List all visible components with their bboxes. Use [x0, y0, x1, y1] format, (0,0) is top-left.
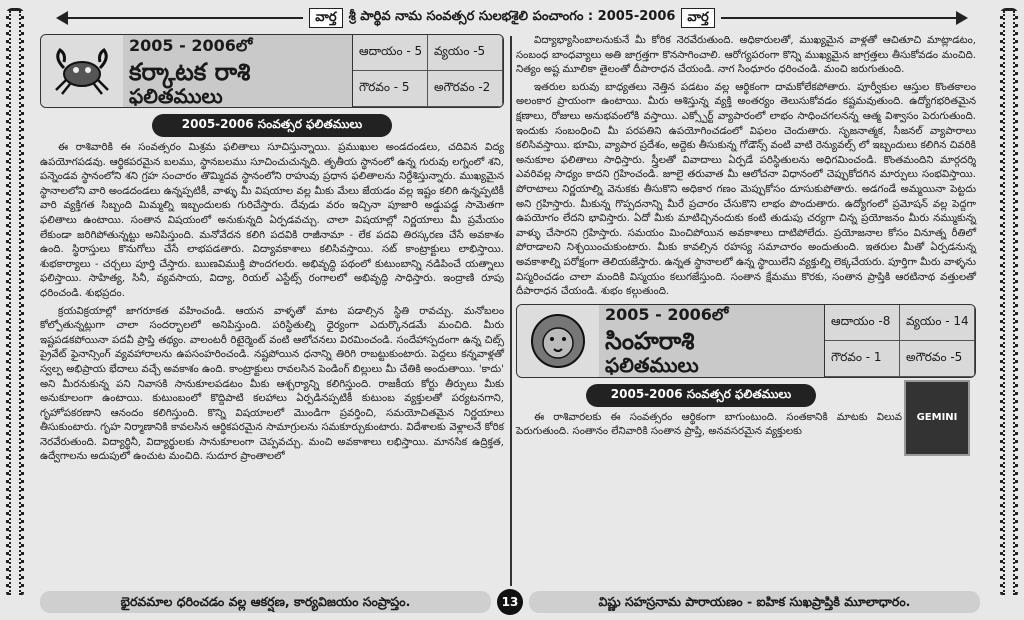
karkataka-continued-paragraph: విద్యాభ్యాసింబాలనుకునే మీ కోరిక నెరవేరుతుంది. అధికారులతో, ముఖ్యమైన వాళ్లతో ఆచితూచి మాట్లాడటం, సంబంధ బాంధవ్యాలు అతి జాగ్రత్తగా కొనసాగించాలి. ఆరోగ్యపరంగా కొన్ని ముఖ్యమైన జాగ్రత్తలు తీసుకోవడం మంచిది. నిత్యం అష్ట మూలికా తైలంతో దీపారాధన చేయండి. నాగ సింధూరం ధరించండి. మంచి జరుగుతుంది.: [516, 35, 976, 76]
avamanam-score: అగౌరవం -2: [428, 71, 503, 107]
lion-icon: [517, 305, 599, 377]
vyayam-score: వ్యయం - 14: [900, 305, 975, 341]
karkataka-paragraph: ఈ రాశివారికి ఈ సంవత్సరం మిశ్రమ ఫలితాలు సూచిస్తున్నాయి. ప్రముఖుల అండదండలు, చదివిన విద్య ఉపయోగపడవు. ఆర్థికపరమైన బలము, స్థానబలము సూచించుచున్నది. తృతీయ స్థానంలో ఉన్న గురువు లగ్నంలో శని, పన్నెండవ స్థానంలోని శని గ్రహ సంచారం తొమ్మిదవ స్థానంలోని రాహువు ప్రధాన ఫలితాలను నిర్దేశిస్తున్నారు. ముఖ్యమైన స్థానాలలోని వారి అండదండలు ఉన్నప్పటికీ, వాళ్ళు మీ విషయాల వల్ల మీకు మేలు జేయడం వల్ల ఇష్టం కలిగి ఉన్నప్పటికీ వారి వ్యక్తిగత సిబ్బంది మిమ్మల్ని ఇబ్బందులకు గురిచేస్తారు. దేవుడు వరం ఇచ్చినా పూజారి అడ్డుపడ్డ సామెతగా ఫలితాలు ఉంటాయి. సంతాన విషయంలో అనుకున్నది ఏర్పడవచ్చు. చాలా విషయాల్లో నిర్ణయాలు మీ ప్రమేయం లేకుండా జరిగిపోతున్నట్టు అనిపిస్తుంది. మనోవేదన కలిగి పదవికి రాజీనామా - లేక పదవి తిరస్కరణ చేసే అవకాశం ఉంది. స్థిరాస్తులు కొనుగోలు చేసే లాభపడతారు. విద్యావకాశాలు కలిసివస్తాయి. సట్ కాంట్రాక్టులు లాభిస్తాయి. శుభకార్యాలు - చర్చలు పూర్తి చేస్తారు. ఋణవిముక్తి పొందగలరు. అభివృద్ధి పథంలో కుటుంబాన్ని నడిపించే యత్నాలు ఫలిస్తాయి. సాహిత్య, సినీ, వ్యవసాయ, విద్యా, రియల్ ఎస్టేట్స్ రంగాలలో అభివృద్ధి సాధిస్తారు. ఇంద్రాణి రూపు ధరించండి. శుభప్రదం.: [40, 142, 504, 299]
arrow-right-icon: [956, 11, 968, 25]
vaartha-logo-left: వార్త: [309, 8, 342, 28]
column-divider: [510, 36, 512, 586]
karkataka-paragraph: క్రయవిక్రయాల్లో జాగరూకత వహించండి. ఆయన వాళ్ళతో మాట పడాల్సిన స్థితి రావచ్చు. మనోబలం కోల్పోతున్నట్లుగా చాలా సందర్భాలలో అనిపిస్తుంది. పరిస్థితుల్ని ధైర్యంగా ఎదుర్కొనడమే మంచిది. మీరు ఇష్టపడకపోయినా పదవీ ప్రాప్తి తథ్యం. వాలంటరీ రిటైర్మెంట్ వంటి ఆలోచనలు విరమించండి. సందేహాస్పదంగా ఉన్న చిట్స్ ప్రైవేట్ ఫైనాన్సింగ్ వ్యవహారాలను ఉపసంహరించండి. నష్టపోయిన ధనాన్ని తిరిగి రాబట్టుకుంటారు. పెద్దలు కన్నవాళ్లతో స్వల్ప అభిప్రాయ భేదాలు వచ్చే అవకాశం ఉంది. కాంట్రాక్టులు రావలసిన పెండింగ్ బిల్లులు మీ చేతికి అందుతాయి. 'కాదు' అని మీరనుకున్న పని నివాసకి సానుకూలపడటం మీకు ఆశ్చర్యాన్ని కలిగిస్తుంది. రాజకీయ కోర్టు తీర్పులు మీకు అనుకూలంగా ఉంటాయి. కుటుంబంలో కొద్దిపాటి కలహాలు ఏర్పడినప్పటికీ కుటుంబ వ్యక్తులతో పర్యటనగాని, గృహోపకరణాని ఆనందం కలిగిస్తుంది. కొన్ని విషయాలలో మొండిగా ప్రవర్తించి, సమయోచితమైన నిర్ణయాలు తీసుకుంటారు. గృహ నిర్మాణానికి కావలసిన ఆర్థికపరమైన సామాగ్రులను సమకూర్చుకుంటారు. విదేశాలకు వెళ్లాలనే కోరిక నెరవేరుతుంది. విద్యార్థినీ, విద్యార్థులకు సానుకూలంగా చెప్పవచ్చు. మంచి అవకాశాలు లభిస్తాయి. మానసిక ఉద్రిక్తత, ఉద్వేగాలను అదుపులో ఉంచుట మంచిది. సుదూర ప్రాంతాలలో: [40, 305, 504, 463]
avamanam-score: అగౌరవం -5: [900, 341, 975, 377]
simha-year: 2005 - 2006లో: [605, 305, 729, 325]
gouravam-score: గౌరవం - 5: [353, 71, 428, 107]
karkataka-title-box: [40, 34, 504, 108]
aadayam-score: ఆదాయం -8: [825, 305, 900, 341]
page-number: 13: [497, 589, 523, 615]
vaartha-logo-right: వార్త: [681, 8, 714, 28]
simha-title-box: [516, 304, 976, 378]
left-decorative-border: [6, 8, 24, 598]
gemini-product-ad: [904, 380, 970, 456]
arrow-left-icon: [56, 11, 68, 25]
page-header: [60, 6, 964, 30]
vyayam-score: వ్యయం -5: [428, 35, 503, 71]
page-footer: [40, 590, 980, 614]
simha-banner: 2005-2006 సంవత్సర ఫలితములు: [586, 384, 816, 407]
right-column: [516, 34, 976, 443]
simha-scores: [824, 305, 975, 377]
karkataka-banner: 2005-2006 సంవత్సర ఫలితములు: [152, 114, 392, 137]
gemini-label: GEMINI: [916, 412, 958, 424]
left-column: [40, 34, 504, 468]
karkataka-year: 2005 - 2006లో: [129, 35, 253, 55]
karkataka-continued-paragraph: ఇతరుల బరువు బాధ్యతలు నెత్తిన పడటం వల్ల ఆర్థికంగా దామకోలేకపోతారు. పూర్వీకుల ఆస్తుల కొంతకాలం అలంకార ప్రాయంగా ఉంటాయి. మీరు ఆశిస్తున్న వ్యక్తి అంతర్యం తెలుసుకోవడం కష్టమవుతుంది. ఉద్యోగభరితమైన క్షణాలు, రోజులు అనుభవంలోకి వస్తాయి. ఎక్స్పోర్ట్ వ్యాపారంలో లాభం సాధించగలనన్న ఆత్మ విశ్వాసం పెరుగుతుంది. ఇందుకు సంబంధించి మీ పరపతిని ఉపయోగించడంలో విఫలం చెందుతారు. సృజనాత్మక, సీజనల్ వ్యాపారాలు కలిసివస్తాయి. భూమి, వ్యాపార ప్రదేశం, అద్దెకు తీసుకున్న గోడౌన్స్ వంటి వాటి రెన్యువల్స్ లో ఇబ్బందులు కలిగిన చివరికి అనుకూల ఫలితాలు సాధిస్తారు. స్త్రీలతో వివాదాలు ఏర్పడే పరిస్థితులను అధిగమించండి. కొంతమందిని మార్గదర్శి ఎవరివల్ల సాధ్యం కాదని గ్రహించండి. జూలై తరువాత మీ ఆలోచనా విధానంలో చెప్పుకోదగిన మార్పులు సంభవిస్తాయి. పోరాటాలు నిర్ణయాల్ని వెనుకకు తీసుకొని అధికార గణం మెప్పుకోసం దూసుకుపోతారు. అడగండే అమ్మయినా పెట్టదు అని గ్రహిస్తారు. మీకున్న గొప్పదనాన్ని మీరే ప్రచారం చేసుకొని లాభం పొందుతారు. ఉద్యోగంలో ప్రమోషన్ వల్ల పెద్దగా ఉపయోగం లేదని భావిస్తారు. ఏదో మీకు మాటిచ్చినందుకు కంటి తుడుపు చర్యగా చిన్న ప్రయోజనం మీరు నమ్ముకున్న వాళ్ళు చేసారని గ్రహిస్తారు. సమయం మించిపోయిన అవకాశాలు దాటిపోలేదు. ప్రయోజనాల కోసం వినూత్న రీతిలో పోరాడాలని నిశ్చయించుకుంటారు. మీకు కావల్సిన రహస్య సమాచారం అందుతుంది. ఇతరుల మీతో ఏర్పడనున్న అవకాశాల్ని పరోక్షంగా తెలియజేస్తారు. ఉన్నత స్థానాలలో ఉన్న స్థాయిలేని వ్యక్తుల్ని లెక్కచేయరు. పూర్తిగా మీరు వాళ్ళను విస్మరించడం చాలా మందికి విస్మయం కలుగజేస్తుంది. సంతాన క్షేమము కొరకు, సంతాన ప్రాప్తికి ఆరటినాథ వత్తులతో దీపారాధన చేయండి. శుభం కల్గుతుంది.: [516, 81, 976, 298]
simha-subtitle: ఫలితములు: [605, 353, 699, 378]
right-decorative-border: [1000, 8, 1018, 598]
crab-icon: [41, 35, 123, 107]
header-title: శ్రీ పార్థివ నామ సంవత్సర సులభశైలి పంచాంగం : 2005-2006: [348, 9, 676, 24]
aadayam-score: ఆదాయం - 5: [353, 35, 428, 71]
footer-right-text: విష్ణు సహస్రనామ పారాయణం - ఐహిక సుఖప్రాప్తికి మూలాధారం.: [529, 591, 980, 613]
karkataka-scores: [352, 35, 503, 107]
simha-name: సింహరాశి: [605, 327, 695, 356]
gouravam-score: గౌరవం - 1: [825, 341, 900, 377]
karkataka-subtitle: ఫలితములు: [129, 83, 223, 108]
simha-paragraph: ఈ రాశివారలకు ఈ సంవత్సరం ఆర్థికంగా బాగుంటుంది. సంతకానికి మాటకు విలువ పెరుగుతుంది. సంతానం లేనివారికి సంతాన ప్రాప్తి, అనవసరమైన వ్యక్తులకు: [516, 411, 902, 438]
footer-left-text: భైరవమాల ధరించడం వల్ల ఆకర్షణ, కార్యవిజయం సంప్రాప్తం.: [40, 591, 491, 613]
karkataka-name: కర్కాటక రాశి: [129, 57, 251, 86]
